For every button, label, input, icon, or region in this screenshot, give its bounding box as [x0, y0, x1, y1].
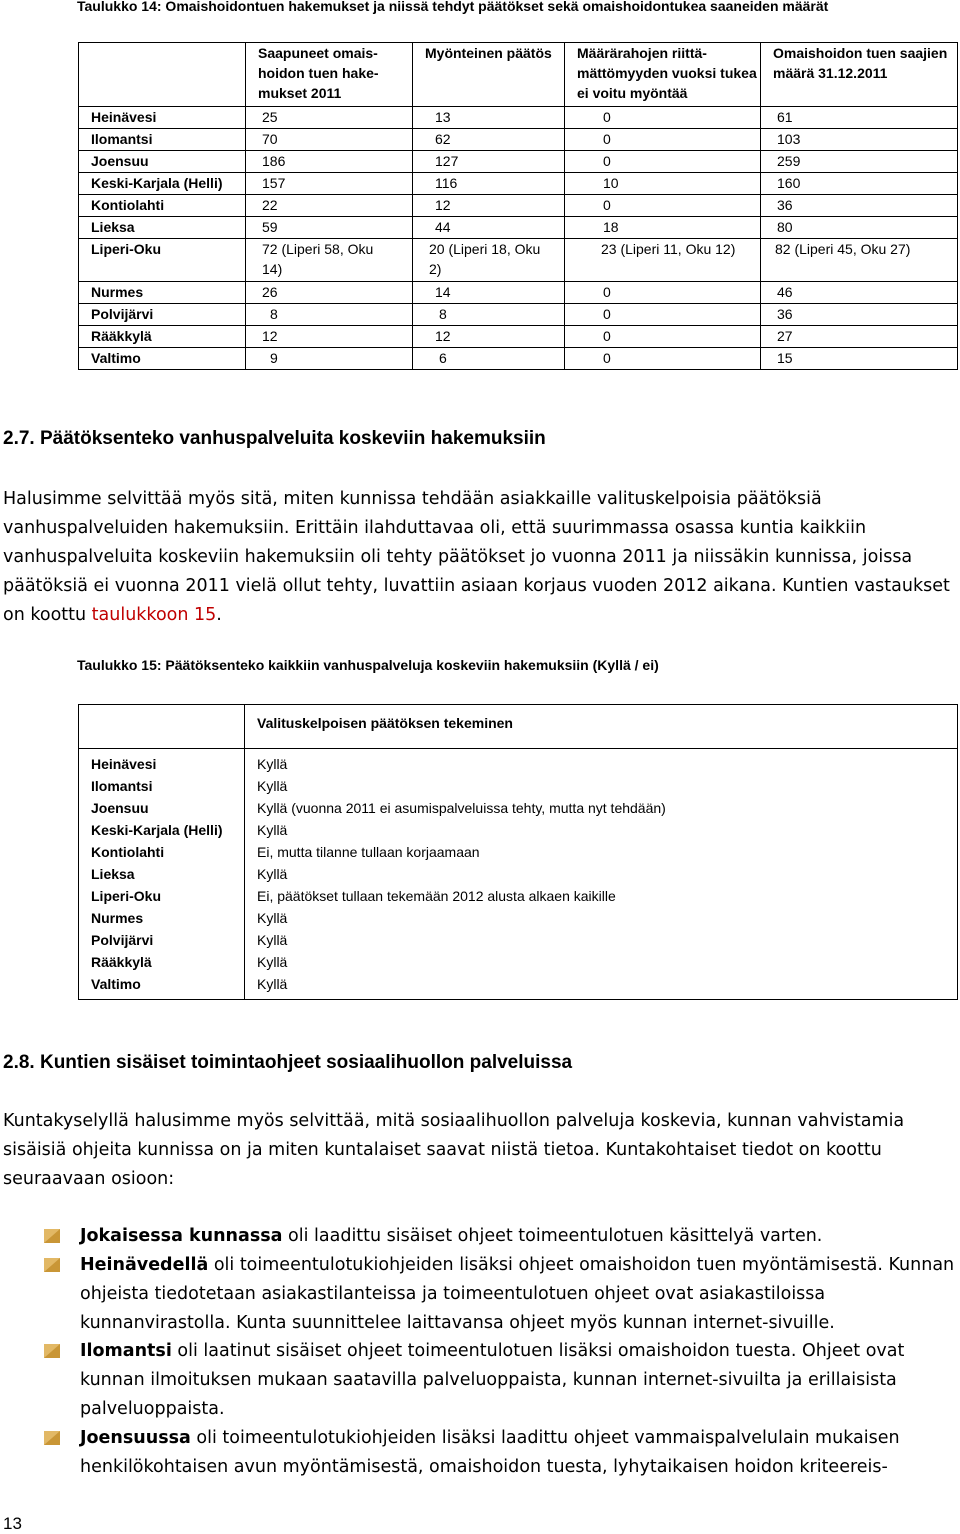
cell-denied: 0	[565, 151, 761, 173]
cell-denied: 0	[565, 304, 761, 326]
paragraph-text: Halusimme selvittää myös sitä, miten kunnissa tehdään asiakkaille valituskelpoisia päätöksiä vanhuspalveluiden hakemuksiin. Erittäin ilahduttavaa oli, että suurimmassa osassa kuntia kaikkiin vanhuspalveluita koskeviin hakemuksiin oli tehty päätökset jo vuonna 2011 ja niissäkin kunnissa, joissa päätöksiä ei vuonna 2011 vielä ollut tehty, luvattiin asiaan korjaus vuoden 2012 aikana. Kuntien vastaukset on koottu	[3, 489, 950, 625]
cell-denied: 0	[565, 348, 761, 370]
table-row	[79, 326, 958, 348]
cell-recipients: 36	[761, 195, 958, 217]
cell-denied: 10	[565, 173, 761, 195]
cell-recipients: 80	[761, 217, 958, 239]
row-value: Kyllä	[257, 778, 288, 794]
bullet-icon	[44, 1344, 60, 1358]
cell-received: 8	[246, 304, 413, 326]
cell-denied: 18	[565, 217, 761, 239]
cell-recipients: 259	[761, 151, 958, 173]
bullet-text: oli toimeentulotukiohjeiden lisäksi ohjeet omaishoidon tuen myöntämisestä. Kunnan ohjeista tiedotetaan asiakastilanteissa ja toimeentulotuen ohjeet ovat asiakastiloissa kunnanvirastolla. Kunta suunnittelee laittavansa ohjeet myös kunnan internet-sivuille.	[80, 1255, 955, 1333]
bullet-item	[80, 1222, 955, 1251]
row-name: Valtimo	[91, 976, 141, 992]
heading-text: Kuntien sisäiset toimintaohjeet sosiaalihuollon palveluissa	[39, 1052, 573, 1073]
cell-positive: 12	[413, 195, 565, 217]
row-name: Rääkkylä	[79, 326, 246, 348]
cell-received: 22	[246, 195, 413, 217]
table-row	[79, 151, 958, 173]
cell-denied: 0	[565, 195, 761, 217]
cell-recipients: 36	[761, 304, 958, 326]
section-2-8-paragraph: Kuntakyselyllä halusimme myös selvittää, mitä sosiaalihuollon palveluja koskevia, kunnan vahvistamia sisäisiä ohjeita kunnissa on ja miten kuntalaiset saavat niistä tietoa. Kuntakohtaiset tiedot on koottu seuraavaan osioon:	[3, 1111, 905, 1189]
cell-positive: 62	[413, 129, 565, 151]
row-name: Keski-Karjala (Helli)	[79, 173, 246, 195]
table15-names-cell	[79, 749, 245, 1000]
table15-values-cell	[245, 749, 958, 1000]
row-value: Kyllä	[257, 822, 288, 838]
row-name: Heinävesi	[79, 107, 246, 129]
cell-recipients: 27	[761, 326, 958, 348]
row-value: Kyllä	[257, 932, 288, 948]
cell-received: 25	[246, 107, 413, 129]
table15	[78, 704, 958, 1000]
row-name: Polvijärvi	[91, 932, 154, 948]
cell-positive: 127	[413, 151, 565, 173]
row-name: Kontiolahti	[79, 195, 246, 217]
table-row	[79, 239, 958, 282]
cell-received: 157	[246, 173, 413, 195]
table-row	[79, 217, 958, 239]
cell-recipients: 46	[761, 282, 958, 304]
cell-positive: 116	[413, 173, 565, 195]
bullet-icon	[44, 1431, 60, 1445]
cell-received: 12	[246, 326, 413, 348]
table15-header: Valituskelpoisen päätöksen tekeminen	[245, 705, 958, 749]
row-name: Liperi-Oku	[91, 888, 162, 904]
table14-header-recipients: Omaishoidon tuen saajien määrä 31.12.2011	[761, 43, 958, 107]
row-value: Kyllä	[257, 954, 288, 970]
bullet-text: oli toimeentulotukiohjeiden lisäksi laadittu ohjeet vammaispalvelulain mukaisen henkilökohtaisen avun myöntämisestä, omaishoidon tuesta, lyhytaikaisen hoidon kriteereis-	[80, 1428, 900, 1477]
row-name: Valtimo	[79, 348, 246, 370]
row-name: Ilomantsi	[79, 129, 246, 151]
bullet-icon	[44, 1229, 60, 1243]
table15-link[interactable]: taulukkoon 15	[91, 605, 217, 625]
table14-header-row	[79, 43, 958, 107]
row-name: Keski-Karjala (Helli)	[91, 822, 223, 838]
cell-recipients: 103	[761, 129, 958, 151]
cell-positive: 13	[413, 107, 565, 129]
row-value: Kyllä	[257, 866, 288, 882]
table-row	[79, 129, 958, 151]
cell-positive: 12	[413, 326, 565, 348]
cell-positive: 20 (Liperi 18, Oku 2)	[413, 239, 565, 282]
row-name: Ilomantsi	[91, 778, 153, 794]
row-name: Polvijärvi	[79, 304, 246, 326]
cell-received: 72 (Liperi 58, Oku 14)	[246, 239, 413, 282]
table-row	[79, 107, 958, 129]
table14	[78, 42, 958, 370]
bullet-bold: Jokaisessa kunnassa	[80, 1226, 283, 1246]
row-name: Nurmes	[91, 910, 144, 926]
section-heading-2-7: 2.7. Päätöksenteko vanhuspalveluita koskeviin hakemuksiin	[3, 428, 546, 449]
table-row	[79, 195, 958, 217]
bullet-icon	[44, 1258, 60, 1272]
table15-header-row	[79, 705, 958, 749]
row-name: Lieksa	[91, 866, 135, 882]
bullet-bold: Ilomantsi	[80, 1341, 172, 1361]
table-row	[79, 173, 958, 195]
row-value: Kyllä (vuonna 2011 ei asumispalveluissa tehty, mutta nyt tehdään)	[257, 800, 666, 816]
table14-caption: Taulukko 14: Omaishoidontuen hakemukset ja niissä tehdyt päätökset sekä omaishoidontukea saaneiden määrät	[77, 0, 829, 14]
row-value: Kyllä	[257, 976, 288, 992]
cell-recipients: 160	[761, 173, 958, 195]
cell-denied: 0	[565, 107, 761, 129]
cell-received: 70	[246, 129, 413, 151]
bullet-text: oli laadittu sisäiset ohjeet toimeentulotuen käsittelyä varten.	[282, 1226, 823, 1246]
cell-positive: 6	[413, 348, 565, 370]
cell-received: 9	[246, 348, 413, 370]
bullet-text: oli laatinut sisäiset ohjeet toimeentulotuen lisäksi omaishoidon tuesta. Ohjeet ovat kunnan ilmoituksen mukaan saatavilla palveluoppaista, kunnan internet-sivuilta ja erillaisista palveluoppaista.	[80, 1341, 905, 1419]
table14-header-denied: Määrärahojen riittä-mättömyyden vuoksi tukea ei voitu myöntää	[565, 43, 761, 107]
bullet-bold: Joensuussa	[80, 1428, 191, 1448]
row-name: Kontiolahti	[91, 844, 165, 860]
cell-positive: 44	[413, 217, 565, 239]
bullet-item	[80, 1337, 955, 1424]
row-name: Lieksa	[79, 217, 246, 239]
table-row	[79, 282, 958, 304]
row-name: Heinävesi	[91, 756, 157, 772]
cell-denied: 0	[565, 326, 761, 348]
heading-number: 2.8.	[3, 1052, 35, 1073]
cell-recipients: 82 (Liperi 45, Oku 27)	[761, 239, 958, 282]
bullet-item	[80, 1251, 955, 1338]
page-number: 13	[3, 1514, 22, 1533]
bullet-item	[80, 1424, 955, 1482]
section-heading-2-8	[3, 1052, 572, 1074]
table15-body-row	[79, 749, 958, 1000]
cell-received: 186	[246, 151, 413, 173]
row-name: Nurmes	[79, 282, 246, 304]
cell-received: 26	[246, 282, 413, 304]
cell-denied: 0	[565, 282, 761, 304]
row-name: Joensuu	[91, 800, 149, 816]
table14-corner	[79, 43, 246, 107]
cell-positive: 14	[413, 282, 565, 304]
row-value: Ei, päätökset tullaan tekemään 2012 alusta alkaen kaikille	[257, 888, 616, 904]
bullet-bold: Heinävedellä	[80, 1255, 209, 1275]
table15-corner	[79, 705, 245, 749]
row-value: Ei, mutta tilanne tullaan korjaamaan	[257, 844, 480, 860]
row-name: Rääkkylä	[91, 954, 152, 970]
table14-header-positive: Myönteinen päätös	[413, 43, 565, 107]
table-row	[79, 348, 958, 370]
row-name: Liperi-Oku	[79, 239, 246, 282]
section-2-7-paragraph	[3, 485, 953, 630]
row-value: Kyllä	[257, 756, 288, 772]
cell-denied: 0	[565, 129, 761, 151]
paragraph-end: .	[216, 605, 222, 625]
cell-recipients: 61	[761, 107, 958, 129]
cell-positive: 8	[413, 304, 565, 326]
cell-denied: 23 (Liperi 11, Oku 12)	[565, 239, 761, 282]
cell-received: 59	[246, 217, 413, 239]
table14-header-received: Saapuneet omais-hoidon tuen hake-mukset 2011	[246, 43, 413, 107]
row-value: Kyllä	[257, 910, 288, 926]
cell-recipients: 15	[761, 348, 958, 370]
table-row	[79, 304, 958, 326]
row-name: Joensuu	[79, 151, 246, 173]
table15-caption: Taulukko 15: Päätöksenteko kaikkiin vanhuspalveluja koskeviin hakemuksiin (Kyllä / ei)	[77, 657, 659, 673]
